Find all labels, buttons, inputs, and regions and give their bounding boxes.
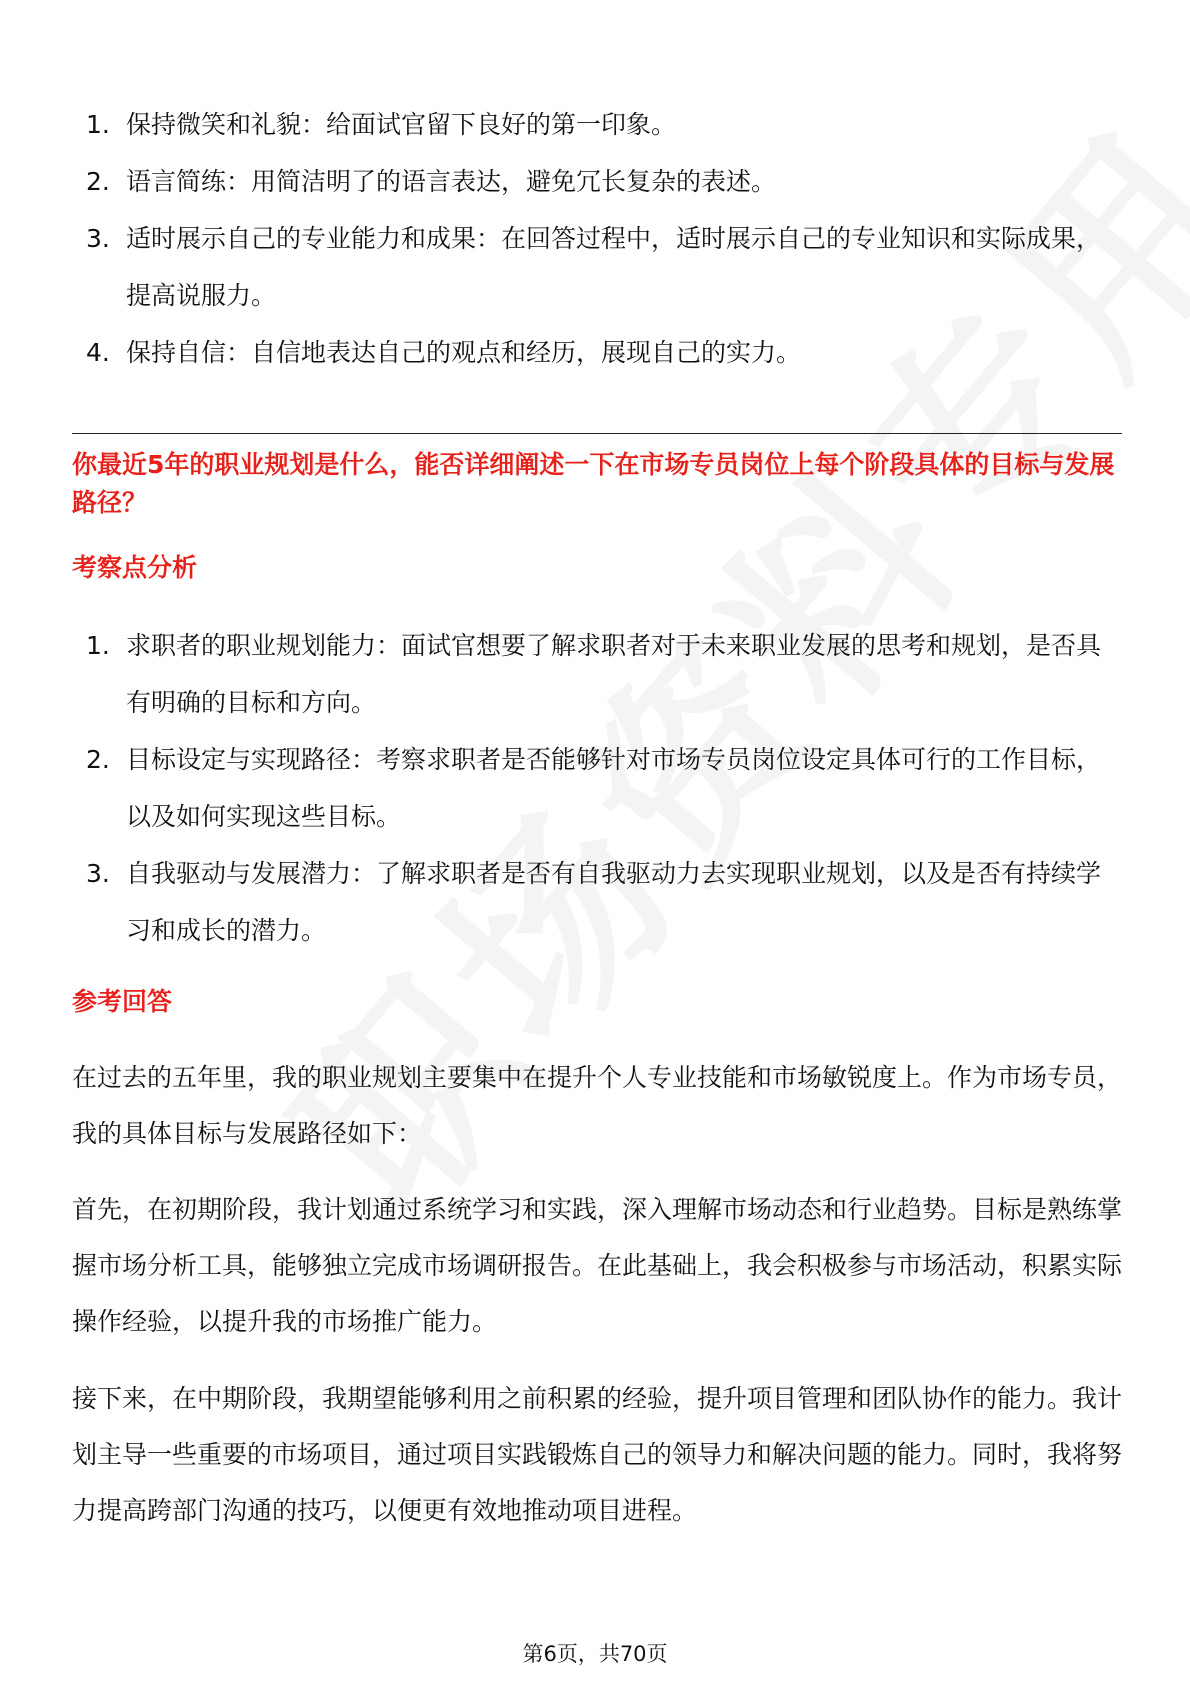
page-footer: 第6页，共70页 — [522, 1642, 668, 1666]
list-item — [72, 617, 1122, 731]
list-number: 2. — [86, 167, 110, 196]
section-divider — [72, 433, 1122, 434]
list-text: 适时展示自己的专业能力和成果：在回答过程中，适时展示自己的专业知识和实际成果，提高说服力。 — [126, 224, 1102, 310]
list-item — [72, 96, 1122, 153]
answer-paragraph: 接下来，在中期阶段，我期望能够利用之前积累的经验，提升项目管理和团队协作的能力。我计划主导一些重要的市场项目，通过项目实践锻炼自己的领导力和解决问题的能力。同时，我将努力提高跨部门沟通的技巧，以便更有效地推动项目进程。 — [72, 1384, 1123, 1525]
list-text: 目标设定与实现路径：考察求职者是否能够针对市场专员岗位设定具体可行的工作目标，以及如何实现这些目标。 — [126, 745, 1102, 831]
answer-heading: 参考回答 — [72, 987, 173, 1016]
list-number: 3. — [86, 859, 110, 888]
question-title: 你最近5年的职业规划是什么，能否详细阐述一下在市场专员岗位上每个阶段具体的目标与发展路径？ — [72, 450, 1115, 517]
list-item — [72, 845, 1122, 959]
list-number: 4. — [86, 338, 110, 367]
answer-paragraph: 在过去的五年里，我的职业规划主要集中在提升个人专业技能和市场敏锐度上。作为市场专员，我的具体目标与发展路径如下： — [72, 1063, 1123, 1148]
list-text: 语言简练：用简洁明了的语言表达，避免冗长复杂的表述。 — [126, 167, 777, 196]
list-item — [72, 731, 1122, 845]
list-text: 自我驱动与发展潜力：了解求职者是否有自我驱动力去实现职业规划，以及是否有持续学习和成长的潜力。 — [126, 859, 1102, 945]
list-text: 保持自信：自信地表达自己的观点和经历，展现自己的实力。 — [126, 338, 802, 367]
list-item — [72, 324, 1122, 381]
list-text: 保持微笑和礼貌：给面试官留下良好的第一印象。 — [126, 110, 677, 139]
list-number: 1. — [86, 631, 110, 660]
list-item — [72, 210, 1122, 324]
tips-list — [72, 96, 1122, 381]
list-text: 求职者的职业规划能力：面试官想要了解求职者对于未来职业发展的思考和规划，是否具有明确的目标和方向。 — [126, 631, 1102, 717]
analysis-heading: 考察点分析 — [72, 553, 198, 582]
list-number: 1. — [86, 110, 110, 139]
list-item — [72, 153, 1122, 210]
list-number: 3. — [86, 224, 110, 253]
analysis-list — [72, 617, 1122, 959]
answer-paragraph: 首先，在初期阶段，我计划通过系统学习和实践，深入理解市场动态和行业趋势。目标是熟练掌握市场分析工具，能够独立完成市场调研报告。在此基础上，我会积极参与市场活动，积累实际操作经验，以提升我的市场推广能力。 — [72, 1195, 1123, 1336]
list-number: 2. — [86, 745, 110, 774]
